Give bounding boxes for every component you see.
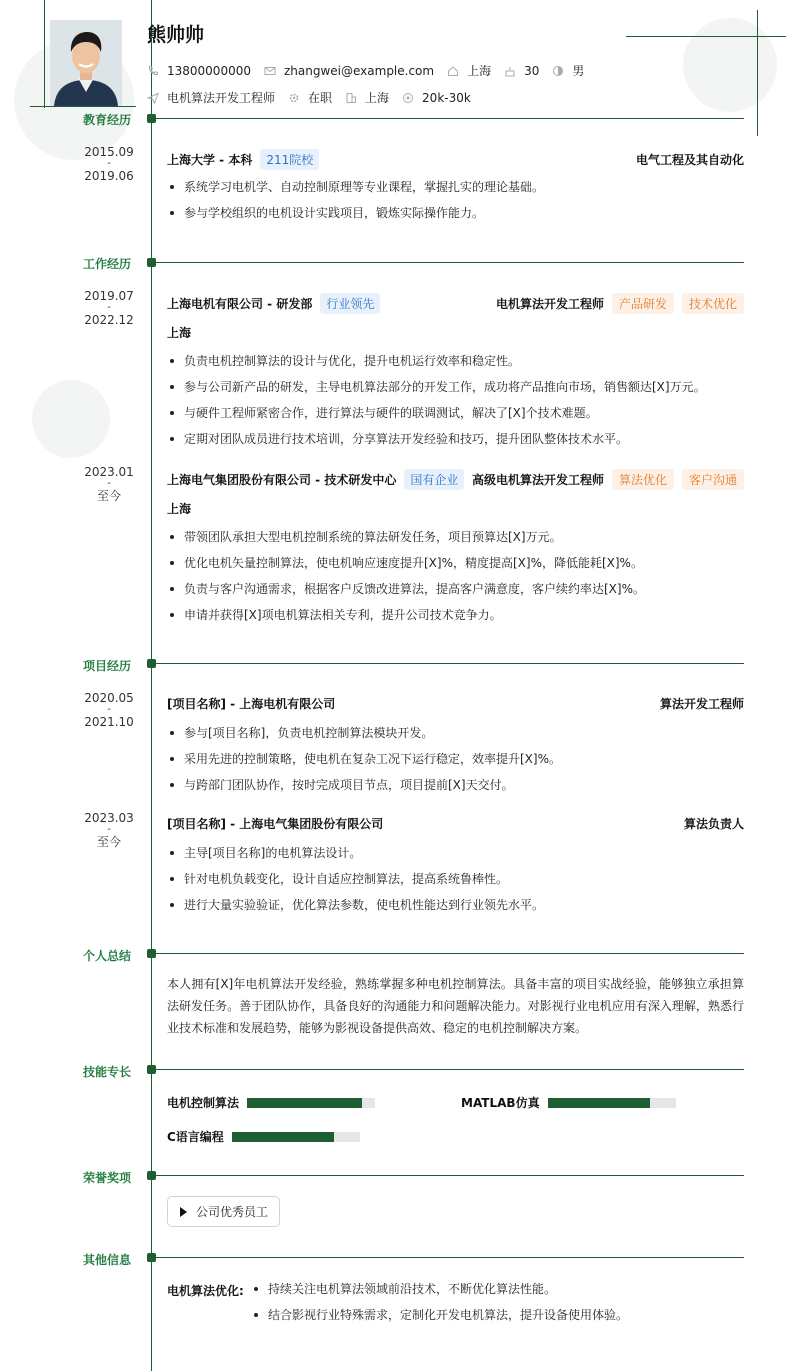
- list-item: 系统学习电机学、自动控制原理等专业课程，掌握扎实的理论基础。: [167, 180, 744, 206]
- company-tag: 国有企业: [404, 469, 464, 490]
- skill-item: [167, 1094, 375, 1111]
- project-bullets: [167, 726, 744, 804]
- decor-line: [626, 36, 786, 37]
- contact-row: [147, 62, 597, 79]
- skill-bar-fill: [232, 1132, 334, 1142]
- company-name: 上海电气集团股份有限公司 - 技术研发中心: [167, 473, 397, 487]
- decor-circle-mid-left: [32, 380, 110, 458]
- list-item: 负责与客户沟通需求，根据客户反馈改进算法，提高客户满意度，客户续约率达[X]%。: [167, 582, 744, 608]
- list-item: 与硬件工程师紧密合作，进行算法与硬件的联调测试，解决了[X]个技术难题。: [167, 406, 744, 432]
- skill-item: [461, 1094, 676, 1111]
- skill-bar: [548, 1098, 676, 1108]
- job-target-text: 电机算法开发工程师: [167, 91, 276, 105]
- education-header: [167, 149, 744, 170]
- section-divider: [156, 262, 744, 263]
- skill-tag: 客户沟通: [682, 469, 744, 490]
- skill-bar: [247, 1098, 375, 1108]
- decor-line: [757, 10, 758, 136]
- job-target-item: [147, 89, 275, 106]
- gender-icon: [552, 65, 564, 77]
- education-bullets: [167, 180, 744, 232]
- list-item: 定期对团队成员进行技术培训，分享算法开发经验和技巧，提升团队整体技术水平。: [167, 432, 744, 458]
- list-item: 针对电机负载变化，设计自适应控制算法，提高系统鲁棒性。: [167, 872, 744, 898]
- skill-bar-fill: [247, 1098, 362, 1108]
- list-item: 与跨部门团队协作，按时完成项目节点，项目提前[X]天交付。: [167, 778, 744, 804]
- gear-icon: [288, 92, 300, 104]
- work-date: [80, 466, 138, 502]
- date-separator: -: [107, 158, 111, 169]
- date-separator: -: [107, 302, 111, 313]
- project-role: 算法负责人: [683, 817, 744, 831]
- date-separator: -: [107, 704, 111, 715]
- skill-bar-fill: [548, 1098, 650, 1108]
- date-end: 2021.10: [84, 715, 134, 729]
- work-city: 上海: [167, 502, 192, 516]
- section-divider: [156, 953, 744, 954]
- list-item: 进行大量实验验证，优化算法参数，使电机性能达到行业领先水平。: [167, 898, 744, 924]
- skill-bar: [232, 1132, 360, 1142]
- home-icon: [447, 65, 459, 77]
- section-divider: [156, 663, 744, 664]
- list-item: 采用先进的控制策略，使电机在复杂工况下运行稳定，效率提升[X]%。: [167, 752, 744, 778]
- candidate-name: 熊帅帅: [147, 24, 205, 46]
- section-marker: [147, 114, 156, 123]
- school-tag: 211院校: [260, 149, 319, 170]
- list-item: 参与学校组织的电机设计实践项目，锻炼实际操作能力。: [167, 206, 744, 232]
- job-title: 电机算法开发工程师: [495, 297, 604, 311]
- award-name: 公司优秀员工: [196, 1205, 269, 1219]
- award-item[interactable]: [167, 1196, 280, 1227]
- work-date: [80, 290, 138, 326]
- school-name: 上海大学 - 本科: [167, 153, 253, 167]
- mail-icon: [264, 65, 276, 77]
- list-item: 带领团队承担大型电机控制系统的算法研发任务，项目预算达[X]万元。: [167, 530, 744, 556]
- project-date: [80, 812, 138, 848]
- date-start: 2015.09: [84, 145, 134, 159]
- work-bullets: [167, 530, 744, 634]
- send-icon: [147, 92, 159, 104]
- project-title: [项目名称] - 上海电机有限公司: [167, 697, 336, 711]
- date-end: 2019.06: [84, 169, 134, 183]
- list-item: 主导[项目名称]的电机算法设计。: [167, 846, 744, 872]
- skill-item: [167, 1128, 360, 1145]
- section-title-project: 项目经历: [83, 659, 132, 673]
- date-start: 2019.07: [84, 289, 134, 303]
- major: 电气工程及其自动化: [635, 153, 744, 167]
- summary-text: 本人拥有[X]年电机算法开发经验，熟练掌握多种电机控制算法。具备丰富的项目实战经验，能够独立承担算法研发任务。善于团队协作，具备良好的沟通能力和问题解决能力。对影视行业电机应用有深入理解，熟悉行业技术标准和发展趋势，能够为影视设备提供高效、稳定的电机控制解决方案。: [167, 977, 744, 1035]
- company-tag: 行业领先: [320, 293, 380, 314]
- section-divider: [156, 118, 744, 119]
- skill-tag: 算法优化: [612, 469, 674, 490]
- timeline-line: [151, 0, 152, 1371]
- skill-tag: 技术优化: [682, 293, 744, 314]
- email-address: zhangwei@example.com: [283, 63, 435, 78]
- gender-text: 男: [572, 64, 585, 78]
- location-item: [447, 62, 491, 79]
- work-bullets: [167, 354, 744, 458]
- play-icon: [180, 1207, 187, 1217]
- other-label: 电机算法优化:: [167, 1284, 244, 1298]
- decor-circle-top-right: [683, 18, 777, 112]
- project-title: [项目名称] - 上海电气集团股份有限公司: [167, 817, 384, 831]
- target-city-item: [345, 89, 389, 106]
- date-separator: -: [107, 824, 111, 835]
- project-bullets: [167, 846, 744, 924]
- location-text: 上海: [467, 64, 492, 78]
- date-end: 至今: [96, 489, 121, 503]
- cake-icon: [504, 65, 516, 77]
- list-item: 优化电机矢量控制算法，使电机响应速度提升[X]%，精度提高[X]%，降低能耗[X]%。: [167, 556, 744, 582]
- building-icon: [345, 92, 357, 104]
- skill-name: 电机控制算法: [167, 1096, 240, 1110]
- section-title-other: 其他信息: [83, 1253, 132, 1267]
- date-end: 至今: [96, 835, 121, 849]
- section-divider: [156, 1257, 744, 1258]
- gender-item: [552, 62, 584, 79]
- section-marker: [147, 1253, 156, 1262]
- section-marker: [147, 1065, 156, 1074]
- section-title-awards: 荣誉奖项: [83, 1171, 132, 1185]
- section-divider: [156, 1175, 744, 1176]
- phone-item: [147, 64, 251, 78]
- other-bullets: [251, 1282, 628, 1334]
- skill-tag: 产品研发: [612, 293, 674, 314]
- decor-line: [44, 0, 45, 108]
- email-item: [264, 64, 434, 78]
- project-role: 算法开发工程师: [659, 697, 744, 711]
- decor-line: [30, 106, 136, 107]
- date-start: 2023.01: [84, 465, 134, 479]
- project-header: [167, 815, 744, 832]
- project-date: [80, 692, 138, 728]
- avatar: [50, 20, 122, 106]
- salary-item: [402, 91, 471, 105]
- list-item: 结合影视行业特殊需求，定制化开发电机算法，提升设备使用体验。: [251, 1308, 628, 1334]
- section-title-education: 教育经历: [83, 113, 132, 127]
- work-city: 上海: [167, 326, 192, 340]
- work-header: [167, 469, 744, 490]
- skill-name: C语言编程: [167, 1130, 224, 1144]
- target-city-text: 上海: [365, 91, 390, 105]
- date-start: 2020.05: [84, 691, 134, 705]
- status-item: [288, 89, 332, 106]
- date-separator: -: [107, 478, 111, 489]
- age-item: [504, 64, 539, 78]
- section-divider: [156, 1069, 744, 1070]
- section-marker: [147, 949, 156, 958]
- date-end: 2022.12: [84, 313, 134, 327]
- work-header: [167, 293, 744, 314]
- section-title-work: 工作经历: [83, 257, 132, 271]
- section-marker: [147, 659, 156, 668]
- skill-name: MATLAB仿真: [461, 1096, 540, 1110]
- status-text: 在职: [308, 91, 333, 105]
- section-title-summary: 个人总结: [83, 949, 132, 963]
- list-item: 负责电机控制算法的设计与优化，提升电机运行效率和稳定性。: [167, 354, 744, 380]
- coin-icon: [402, 92, 414, 104]
- education-date: [80, 146, 138, 182]
- phone-number: 13800000000: [167, 63, 251, 78]
- company-name: 上海电机有限公司 - 研发部: [167, 297, 313, 311]
- job-row: [147, 89, 484, 106]
- job-title: 高级电机算法开发工程师: [471, 473, 604, 487]
- section-marker: [147, 1171, 156, 1180]
- list-item: 参与[项目名称]，负责电机控制算法模块开发。: [167, 726, 744, 752]
- list-item: 参与公司新产品的研发，主导电机算法部分的开发工作，成功将产品推向市场，销售额达[X]万元。: [167, 380, 744, 406]
- age-text: 30: [524, 63, 540, 78]
- section-marker: [147, 258, 156, 267]
- list-item: 申请并获得[X]项电机算法相关专利，提升公司技术竞争力。: [167, 608, 744, 634]
- date-start: 2023.03: [84, 811, 134, 825]
- phone-icon: [147, 65, 159, 77]
- project-header: [167, 695, 744, 712]
- section-title-skills: 技能专长: [83, 1065, 132, 1079]
- salary-text: 20k-30k: [422, 90, 471, 105]
- list-item: 持续关注电机算法领域前沿技术，不断优化算法性能。: [251, 1282, 628, 1308]
